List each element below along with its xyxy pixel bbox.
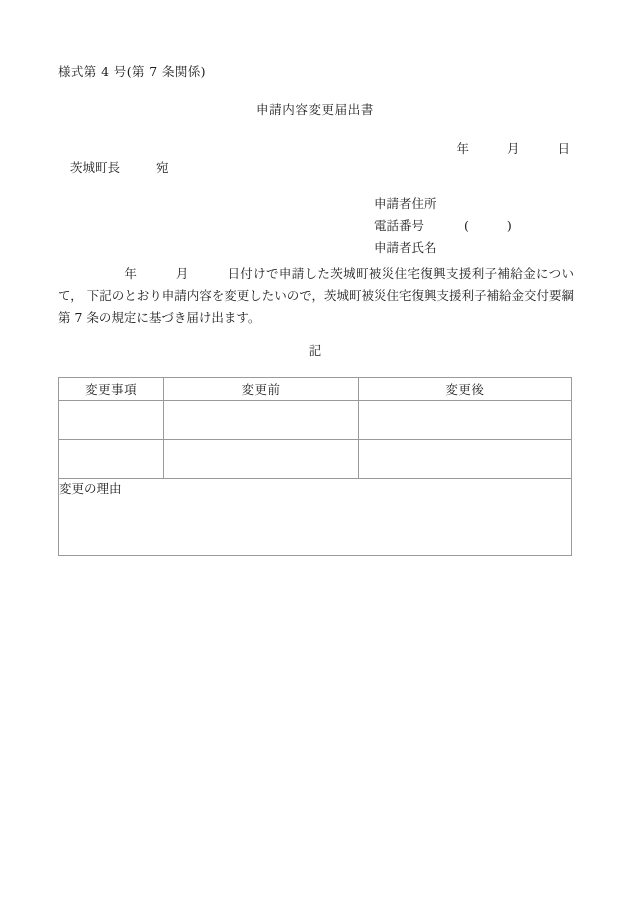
table-row (59, 401, 572, 440)
ki-mark: 記 (308, 343, 322, 358)
body-paragraph (58, 263, 574, 329)
cell-before[interactable] (164, 440, 358, 479)
reason-label: 変更の理由 (59, 481, 122, 496)
body-text-part2: 下記のとおり申請内容を変更したいので，茨城町被災住宅復興支援利子補給金交付要綱第 7 条の規定に基づき届け出ます。 (58, 287, 575, 325)
applicant-address-label: 申請者住所 (374, 196, 437, 211)
cell-before[interactable] (164, 401, 358, 440)
cell-change-item[interactable] (59, 440, 164, 479)
column-header-change-item: 変更事項 (59, 378, 164, 401)
column-header-before: 変更前 (164, 378, 358, 401)
applicant-phone-row (374, 216, 512, 234)
addressee-honorific: 宛 (155, 160, 169, 175)
date-month-label: 月 (507, 141, 520, 156)
page-title: 申請内容変更届出書 (256, 102, 374, 117)
table-header-row (59, 378, 572, 401)
date-day-label: 日 (557, 141, 570, 156)
change-details-table (58, 377, 572, 556)
applicant-address-row (374, 194, 512, 212)
applicant-name-label: 申請者氏名 (374, 240, 437, 255)
cell-after[interactable] (358, 401, 571, 440)
reason-cell[interactable] (59, 479, 572, 556)
cell-after[interactable] (358, 440, 571, 479)
phone-open-paren: ( (463, 218, 469, 233)
body-month-label: 月 (175, 266, 189, 281)
cell-change-item[interactable] (59, 401, 164, 440)
body-year-label: 年 (124, 266, 138, 281)
addressee-recipient: 茨城町長 (70, 160, 121, 175)
applicant-block (374, 194, 512, 256)
table-row (59, 440, 572, 479)
applicant-phone-label: 電話番号 (374, 218, 425, 233)
reason-row (59, 479, 572, 556)
phone-close-paren: ) (506, 218, 512, 233)
submission-date-line (457, 139, 570, 157)
applicant-name-row (374, 238, 512, 256)
addressee (70, 158, 169, 176)
body-text-part1: 日付けで申請した茨城町被災住宅復興支援利子補給金について， (58, 266, 574, 303)
form-number: 様式第 4 号(第 7 条関係) (58, 64, 206, 79)
column-header-after: 変更後 (358, 378, 571, 401)
date-year-label: 年 (456, 141, 470, 156)
